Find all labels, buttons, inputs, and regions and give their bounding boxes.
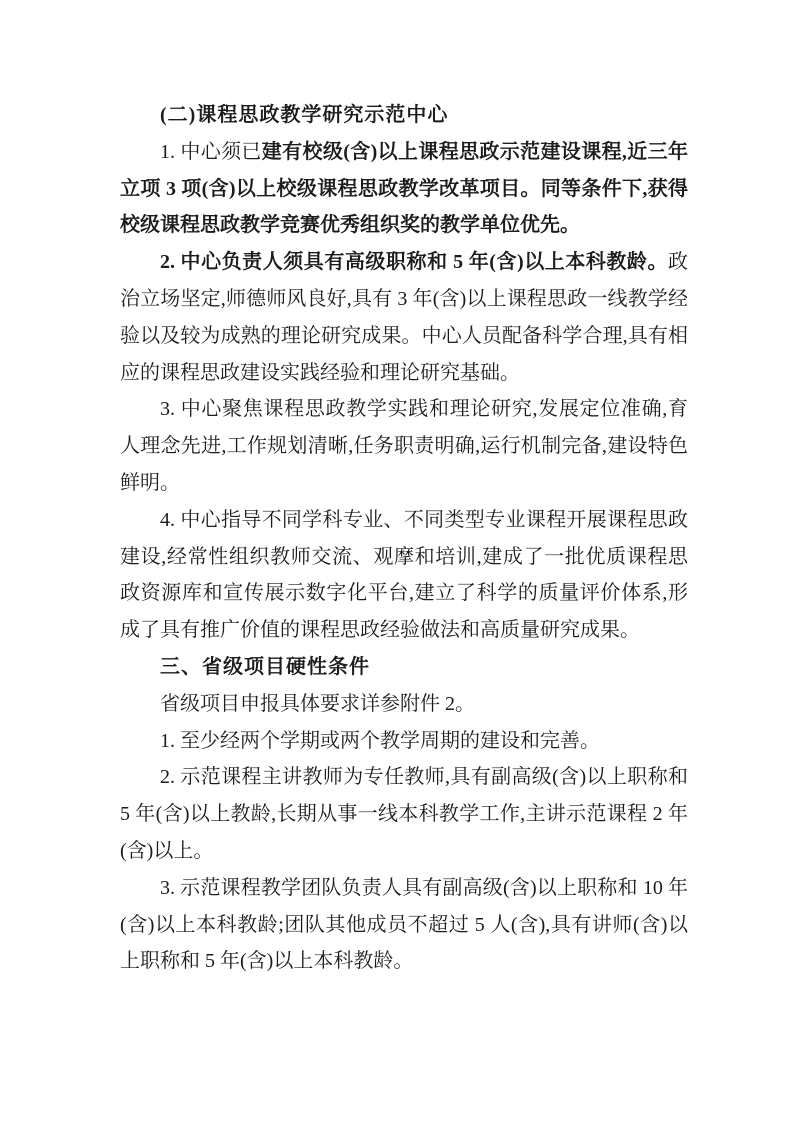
section-heading-course-ideology-center xyxy=(120,97,688,134)
paragraph-run-bold: 建有校级(含)以上课程思政示范建设课程,近三年立项 3 项(含)以上校级课程思政教学改革项目。同等条件下,获得校级课程思政教学竞赛优秀组织奖的教学单位优先。 xyxy=(120,140,688,237)
paragraph-center-requirement-1 xyxy=(120,134,688,244)
paragraph-provincial-requirement-3 xyxy=(120,870,688,980)
paragraph-center-requirement-4 xyxy=(120,502,688,649)
paragraph-run: 3. 中心聚焦课程思政教学实践和理论研究,发展定位准确,育人理念先进,工作规划清晰,任务职责明确,运行机制完备,建设特色鲜明。 xyxy=(120,398,688,494)
paragraph-run: 1. 至少经两个学期或两个教学周期的建设和完善。 xyxy=(160,729,600,752)
paragraph-run: 省级项目申报具体要求详参附件 2。 xyxy=(160,692,475,715)
paragraph-run: 3. 示范课程教学团队负责人具有副高级(含)以上职称和 10 年(含)以上本科教龄;团队其他成员不超过 5 人(含),具有讲师(含)以上职称和 5 年(含)以上本科教龄。 xyxy=(120,876,688,973)
heading-text: (二)课程思政教学研究示范中心 xyxy=(160,104,449,126)
paragraph-center-requirement-3 xyxy=(120,391,688,501)
paragraph-run: 4. 中心指导不同学科专业、不同类型专业课程开展课程思政建设,经常性组织教师交流、观摩和培训,建成了一批优质课程思政资源库和宣传展示数字化平台,建立了科学的质量评价体系,形成了具有推广价值的课程思政经验做法和高质量研究成果。 xyxy=(120,508,688,642)
paragraph-run: 政治立场坚定,师德师风良好,具有 3 年(含)以上课程思政一线教学经验以及较为成熟的理论研究成果。中心人员配备科学合理,具有相应的课程思政建设实践经验和理论研究基础。 xyxy=(120,251,688,384)
paragraph-run-bold: 2. 中心负责人须具有高级职称和 5 年(含)以上本科教龄。 xyxy=(160,251,668,274)
paragraph-provincial-requirement-1 xyxy=(120,723,688,760)
paragraph-center-requirement-2 xyxy=(120,244,688,391)
paragraph-provincial-intro xyxy=(120,686,688,723)
paragraph-run: 2. 示范课程主讲教师为专任教师,具有副高级(含)以上职称和 5 年(含)以上教龄,长期从事一线本科教学工作,主讲示范课程 2 年(含)以上。 xyxy=(120,766,688,862)
heading-text: 三、省级项目硬性条件 xyxy=(160,655,370,678)
paragraph-provincial-requirement-2 xyxy=(120,759,688,869)
paragraph-run: 1. 中心须已 xyxy=(160,140,262,163)
section-heading-provincial-requirements xyxy=(120,649,688,686)
